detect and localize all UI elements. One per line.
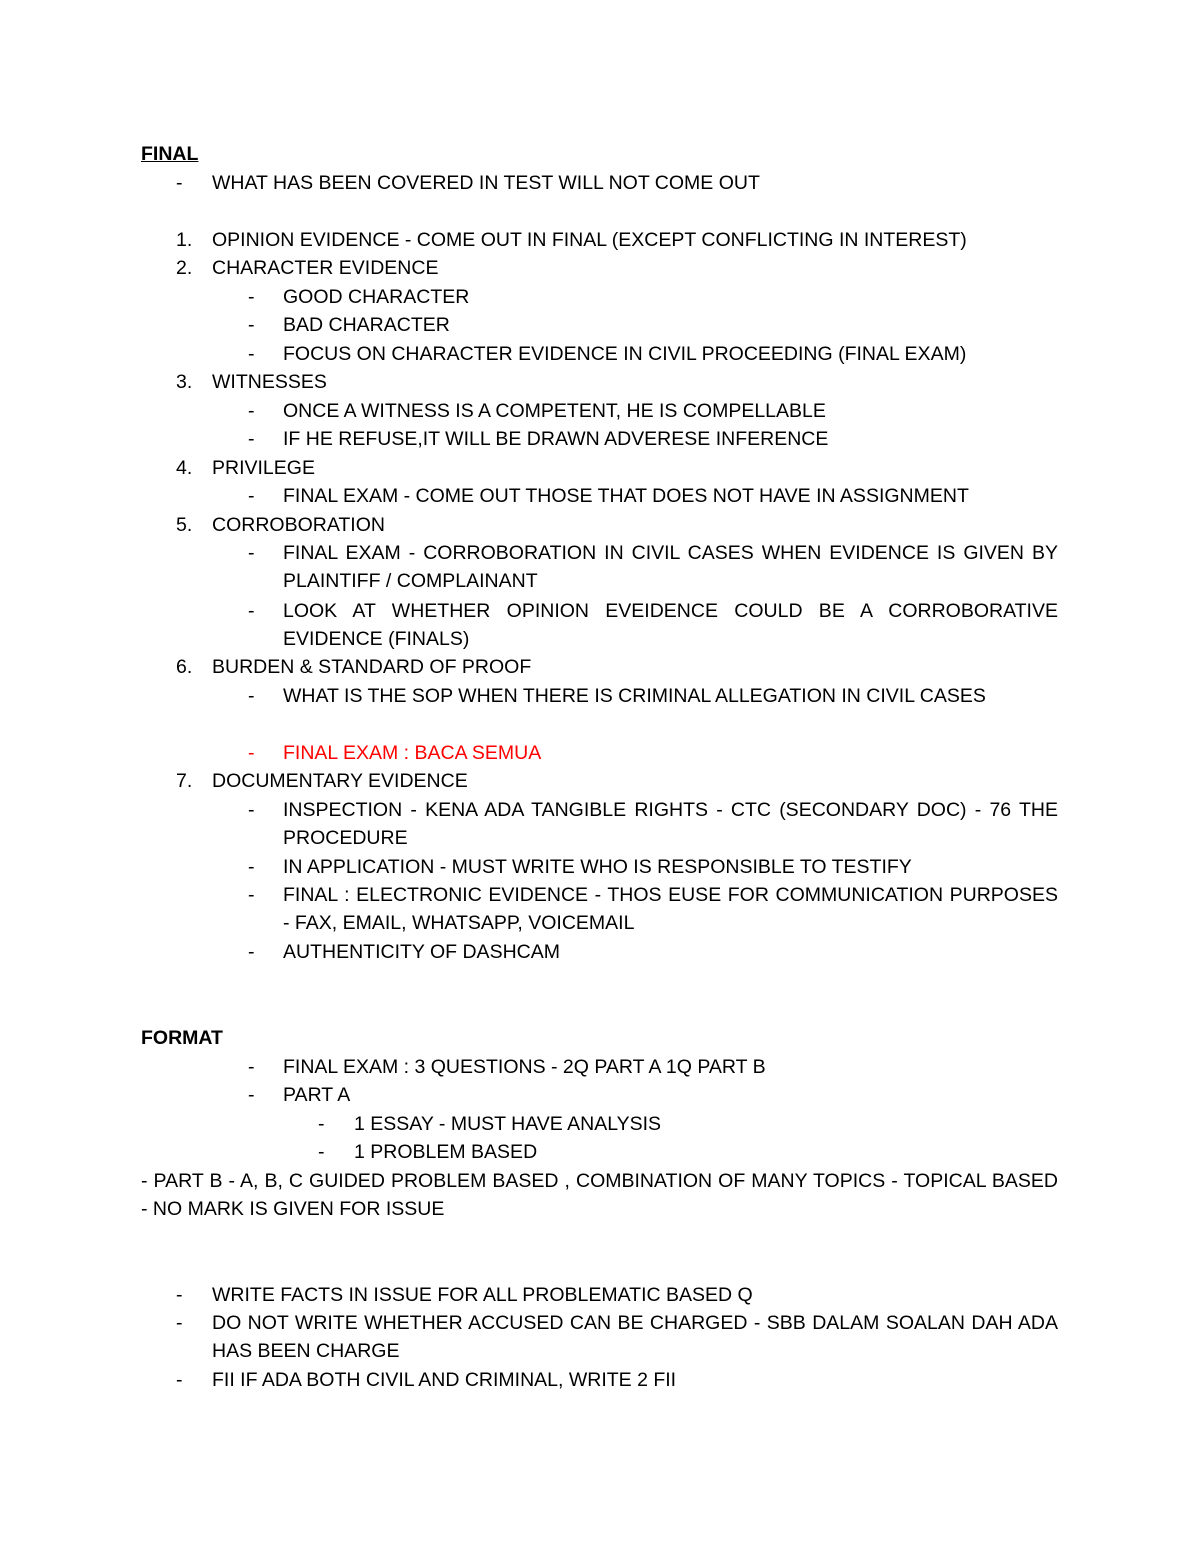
bullet-dash: - <box>248 542 255 564</box>
topic-number: 6. <box>176 656 193 678</box>
topic-bullet: AUTHENTICITY OF DASHCAM <box>283 941 560 963</box>
topic-bullet: FINAL : ELECTRONIC EVIDENCE - THOS EUSE FOR COMMUNICATION PURPOSES - FAX, EMAIL, WHATSAPP, VOICEMAIL <box>283 884 1058 934</box>
bullet-dash: - <box>176 1284 183 1306</box>
topic-number: 1. <box>176 229 193 251</box>
bullet-dash: - <box>248 400 255 422</box>
format-heading: FORMAT <box>141 1027 223 1049</box>
format-tip: DO NOT WRITE WHETHER ACCUSED CAN BE CHARGED - SBB DALAM SOALAN DAH ADA HAS BEEN CHARGE <box>212 1312 1058 1362</box>
topic-number: 7. <box>176 770 193 792</box>
topic-bullet: FOCUS ON CHARACTER EVIDENCE IN CIVIL PROCEEDING (FINAL EXAM) <box>283 343 967 365</box>
topic-title: CHARACTER EVIDENCE <box>212 257 439 279</box>
topic-bullet: GOOD CHARACTER <box>283 286 470 308</box>
format-sub-bullet: 1 ESSAY - MUST HAVE ANALYSIS <box>354 1113 662 1135</box>
format-bullet: FINAL EXAM : 3 QUESTIONS - 2Q PART A 1Q PART B <box>283 1056 766 1078</box>
bullet-dash: - <box>248 600 255 622</box>
bullet-dash: - <box>176 1312 183 1334</box>
topic-bullet: FINAL EXAM - COME OUT THOSE THAT DOES NOT HAVE IN ASSIGNMENT <box>283 485 969 507</box>
final-heading: FINAL <box>141 143 199 165</box>
format-sub-bullet: 1 PROBLEM BASED <box>354 1141 538 1163</box>
bullet-dash: - <box>318 1113 325 1135</box>
topic-number: 5. <box>176 514 193 536</box>
bullet-dash: - <box>248 1056 255 1078</box>
topic-bullet: BAD CHARACTER <box>283 314 450 336</box>
bullet-dash: - <box>176 1369 183 1391</box>
topic-bullet: LOOK AT WHETHER OPINION EVEIDENCE COULD BE A CORROBORATIVE EVIDENCE (FINALS) <box>283 600 1058 650</box>
format-tip: FII IF ADA BOTH CIVIL AND CRIMINAL, WRITE 2 FII <box>212 1369 677 1391</box>
topic-title: CORROBORATION <box>212 514 385 536</box>
format-tip: WRITE FACTS IN ISSUE FOR ALL PROBLEMATIC BASED Q <box>212 1284 753 1306</box>
topic-bullet: ONCE A WITNESS IS A COMPETENT, HE IS COMPELLABLE <box>283 400 826 422</box>
final-intro: WHAT HAS BEEN COVERED IN TEST WILL NOT COME OUT <box>212 172 760 194</box>
topic-number: 2. <box>176 257 193 279</box>
topic-bullet-highlight: FINAL EXAM : BACA SEMUA <box>283 742 542 764</box>
bullet-dash: - <box>248 485 255 507</box>
bullet-dash: - <box>248 856 255 878</box>
topic-bullet: FINAL EXAM - CORROBORATION IN CIVIL CASES WHEN EVIDENCE IS GIVEN BY PLAINTIFF / COMPLAINANT <box>283 542 1058 592</box>
bullet-dash-highlight: - <box>248 742 255 764</box>
bullet-dash: - <box>248 1084 255 1106</box>
topic-title: BURDEN & STANDARD OF PROOF <box>212 656 532 678</box>
topic-number: 4. <box>176 457 193 479</box>
bullet-dash: - <box>176 172 183 194</box>
format-paragraph: - PART B - A, B, C GUIDED PROBLEM BASED , COMBINATION OF MANY TOPICS - TOPICAL BASED - NO MARK IS GIVEN FOR ISSUE <box>141 1170 1058 1220</box>
topic-title: WITNESSES <box>212 371 327 393</box>
bullet-dash: - <box>248 941 255 963</box>
bullet-dash: - <box>248 799 255 821</box>
bullet-dash: - <box>248 343 255 365</box>
bullet-dash: - <box>248 314 255 336</box>
bullet-dash: - <box>248 884 255 906</box>
bullet-dash: - <box>318 1141 325 1163</box>
bullet-dash: - <box>248 685 255 707</box>
topic-bullet: INSPECTION - KENA ADA TANGIBLE RIGHTS - CTC (SECONDARY DOC) - 76 THE PROCEDURE <box>283 799 1058 849</box>
bullet-dash: - <box>248 286 255 308</box>
topic-bullet: IN APPLICATION - MUST WRITE WHO IS RESPONSIBLE TO TESTIFY <box>283 856 912 878</box>
topic-bullet: WHAT IS THE SOP WHEN THERE IS CRIMINAL ALLEGATION IN CIVIL CASES <box>283 685 986 707</box>
topic-number: 3. <box>176 371 193 393</box>
topic-title: PRIVILEGE <box>212 457 315 479</box>
topic-title: DOCUMENTARY EVIDENCE <box>212 770 468 792</box>
topic-title: OPINION EVIDENCE - COME OUT IN FINAL (EXCEPT CONFLICTING IN INTEREST) <box>212 229 967 251</box>
bullet-dash: - <box>248 428 255 450</box>
topic-bullet: IF HE REFUSE,IT WILL BE DRAWN ADVERESE INFERENCE <box>283 428 829 450</box>
format-bullet: PART A <box>283 1084 351 1106</box>
